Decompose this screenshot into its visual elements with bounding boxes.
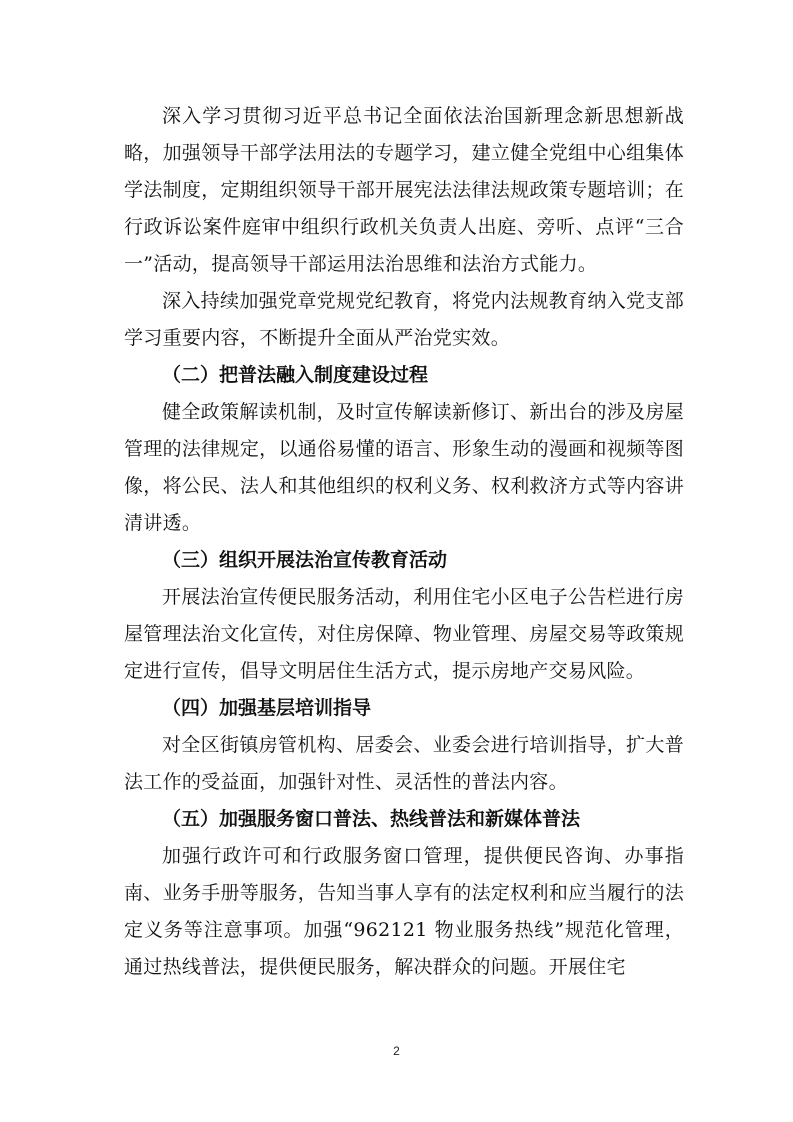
para-law-study: 深入学习贯彻习近平总书记全面依法治国新理念新思想新战略，加强领导干部学法用法的专题学习，建立健全党组中心组集体学法制度，定期组织领导干部开展宪法法律法规政策专题培训；在行政诉讼案件庭审中组织行政机关负责人出庭、旁听、点评“三合一”活动，提高领导干部运用法治思维和法治方式能力。 xyxy=(124,105,684,275)
para-publicity-activities: 开展法治宣传便民服务活动，利用住宅小区电子公告栏进行房屋管理法治文化宣传，对住房保障、物业管理、房屋交易等政策规定进行宣传，倡导文明居住生活方式，提示房地产交易风险。 xyxy=(124,586,684,682)
para-grassroots-training: 对全区街镇房管机构、居委会、业委会进行培训指导，扩大普法工作的受益面，加强针对性、灵活性的普法内容。 xyxy=(124,734,684,793)
heading-section-5: （五）加强服务窗口普法、热线普法和新媒体普法 xyxy=(162,808,581,830)
heading-section-3: （三）组织开展法治宣传教育活动 xyxy=(162,549,448,571)
page-number: 2 xyxy=(393,1044,400,1058)
para-party-rules: 深入持续加强党章党规党纪教育，将党内法规教育纳入党支部学习重要内容，不断提升全面从严治党实效。 xyxy=(124,290,684,349)
para-service-window: 加强行政许可和行政服务窗口管理，提供便民咨询、办事指南、业务手册等服务，告知当事人享有的法定权利和应当履行的法定义务等注意事项。加强“962121 物业服务热线”规范化管理，通过热线普法，提供便民服务，解决群众的问题。开展住宅 xyxy=(124,845,684,978)
document-body xyxy=(124,98,684,986)
heading-section-4: （四）加强基层培训指导 xyxy=(162,697,372,719)
para-policy-interpretation: 健全政策解读机制，及时宣传解读新修订、新出台的涉及房屋管理的法律规定，以通俗易懂的语言、形象生动的漫画和视频等图像，将公民、法人和其他组织的权利义务、权利救济方式等内容讲清讲透。 xyxy=(124,401,684,534)
heading-section-2: （二）把普法融入制度建设过程 xyxy=(162,364,429,386)
